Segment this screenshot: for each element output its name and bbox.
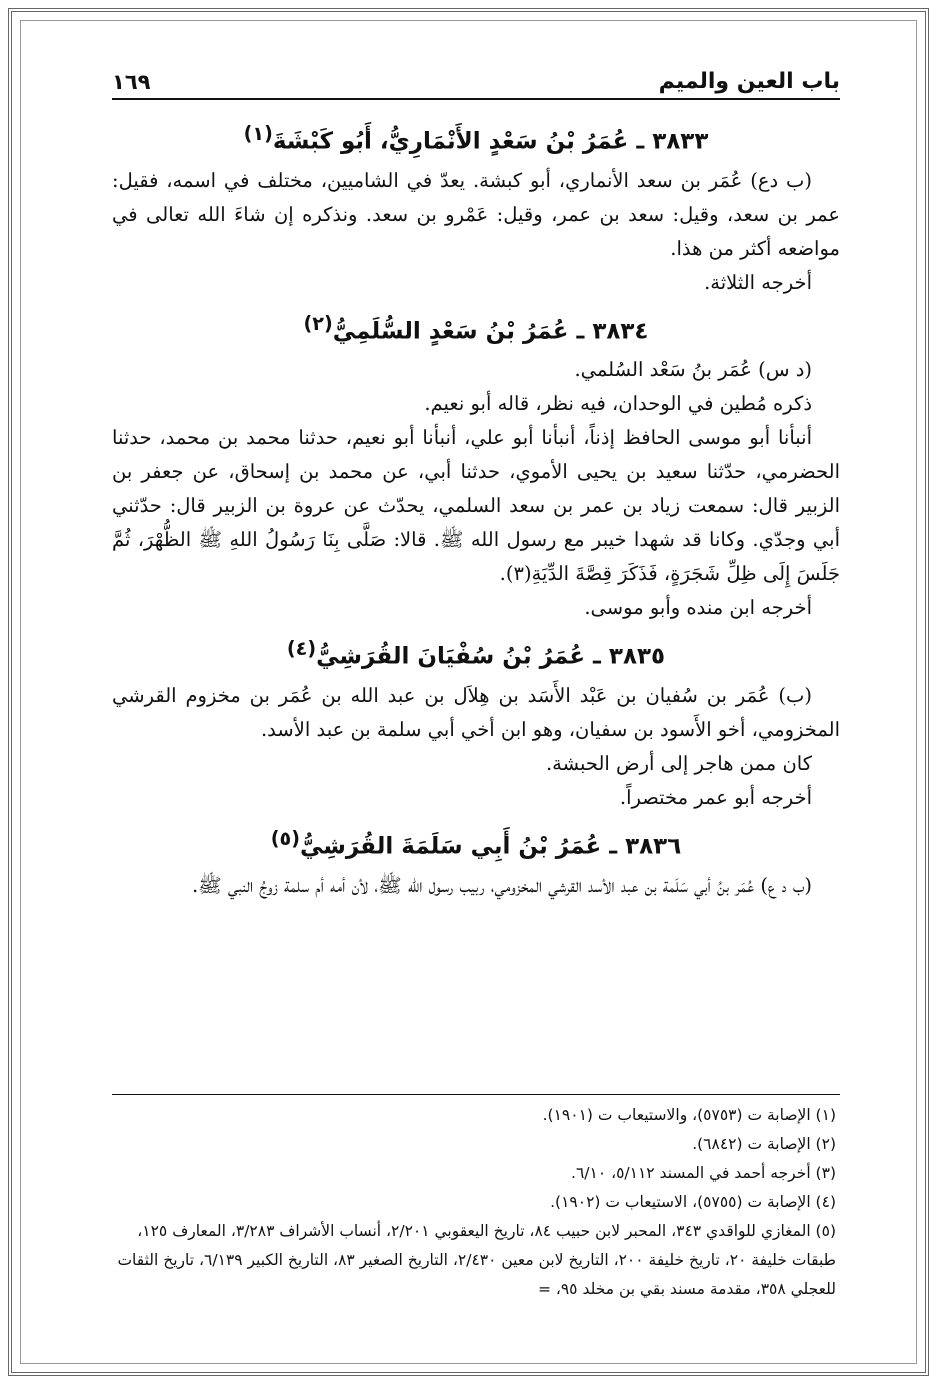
entry-paragraph: أخرجه الثلاثة. [704, 270, 812, 294]
footnote: (٣) أخرجه أحمد في المسند ٥/١١٢، ٦/١٠. [571, 1164, 836, 1182]
entry-paragraph: أخرجه ابن منده وأبو موسى. [584, 596, 812, 620]
footnote: (٥) المغازي للواقدي ٣٤٣، المحبر لابن حبيب ٨٤، تاريخ اليعقوبي ٢/٢٠١، أنساب الأشراف ٣/٢٨٣، المعارف ١٢٥، طبقات خليفة ٢٠، تاريخ خليفة ٢٠٠، التاريخ لابن معين ٢/٤٣٠، التاريخ الصغير ٨٣، التاريخ الكبير ٦/١٣٩، تاريخ الثقات للعجلي ٣٥٨، مقدمة مسند بقي بن مخلد ٩٥، = [117, 1222, 836, 1298]
entry-title: ٣٨٣٦ ـ عُمَرُ بْنُ أَبِي سَلَمَةَ القُرَشِيُّ$^{(٥)}$ [270, 826, 682, 860]
footnote: (٤) الإصابة ت (٥٧٥٥)، الاستيعاب ت (١٩٠٢). [550, 1193, 836, 1211]
chapter-title: باب العين والميم [658, 69, 840, 94]
entry-title: ٣٨٣٥ ـ عُمَرُ بْنُ سُفْيَانَ القُرَشِيُّ$^{(٤)}$ [286, 637, 666, 670]
footnotes [112, 1094, 840, 1304]
entry-paragraph: كان ممن هاجر إلى أرض الحبشة. [545, 751, 812, 775]
entry-paragraph: أنبأنا أبو موسى الحافظ إذناً، أنبأنا أبو علي، أنبأنا أبو نعيم، حدثنا محمد بن محمد، حدثنا الحضرمي، حدّثنا سعيد بن يحيى الأموي، حدثنا أبي، عن محمد بن إسحاق، عن جعفر بن الزبير قال: سمعت زياد بن عمر بن سعد السلمي، يحدّث عن عروة بن الزبير قال: حدّثني أبي وجدّي. وكانا قد شهدا خيبر مع رسول الله ﷺ. قالا: صَلَّى بِنَا رَسُولُ اللهِ ﷺ الظُّهْرَ، ثُمَّ جَلَسَ إِلَى ظِلِّ شَجَرَةٍ، فَذَكَرَ قِصَّةَ الدِّيَةِ(٣). [112, 426, 840, 586]
entry-title: ٣٨٣٤ ـ عُمَرُ بْنُ سَعْدٍ السُّلَمِيُّ$^{(٢)}$ [303, 311, 649, 345]
main-text [112, 110, 840, 903]
entry-title: ٣٨٣٣ ـ عُمَرُ بْنُ سَعْدٍ الأَنْمَارِيُّ، أَبُو كَبْشَةَ$^{(١)}$ [243, 122, 709, 155]
footnote: (٢) الإصابة ت (٦٨٤٢). [692, 1135, 836, 1153]
page-header [112, 62, 840, 100]
page-number: ١٦٩ [112, 70, 151, 94]
entry-paragraph: (د س) عُمَر بنُ سَعْد السُلمي. [574, 358, 812, 382]
footnote: (١) الإصابة ت (٥٧٥٣)، والاستيعاب ت (١٩٠١). [542, 1106, 836, 1124]
entry-paragraph: أخرجه أبو عمر مختصراً. [619, 785, 812, 809]
entry-paragraph: (ب) عُمَر بن سُفيان بن عَبْد الأَسَد بن هِلاَل بن عبد الله بن عُمَر بن مخزوم القرشي المخزومي، أخو الأَسود بن سفيان، وهو ابن أخي أبي سلمة بن عبد الأسد. [112, 683, 840, 741]
entry-paragraph: ذكره مُطين في الوحدان، فيه نظر، قاله أبو نعيم. [424, 392, 812, 416]
entry-paragraph: (ب د ع) عُمَر بنُ أبي سَلَمة بن عبد الأسد القرشي المخزومي، ربيب رسول الله ﷺ، لأن أمه أم سلمة زوجُ النبي ﷺ. [191, 873, 812, 897]
entry-paragraph: (ب دع) عُمَر بن سعد الأنماري، أبو كبشة. يعدّ في الشاميين، مختلف في اسمه، فقيل: عمر بن سعد، وقيل: سعد بن عمر، وقيل: عَمْرو بن سعد. ونذكره إن شاءَ الله تعالى في مواضعه أكثر من هذا. [112, 168, 840, 260]
